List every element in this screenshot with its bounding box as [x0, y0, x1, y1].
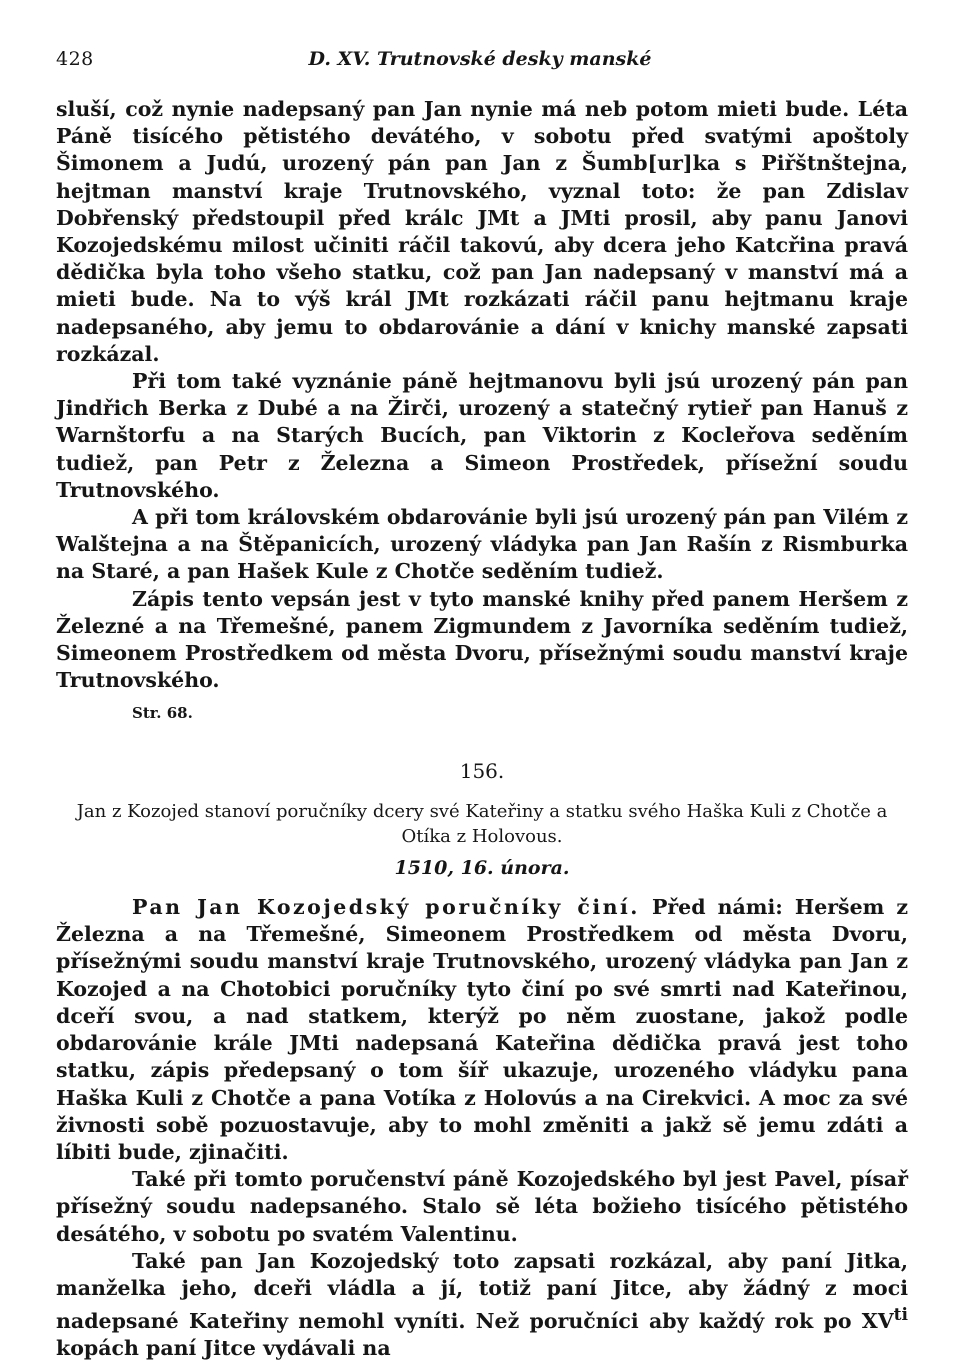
paragraph: sluší, což nynie nadepsaný pan Jan nynie má neb potom mieti bude. Léta Páně tisícého pětistého devátého, v sobotu před svatými apoštoly Šimonem a Judú, urozený pán pan Jan z Šumb[ur]ka s Piřštnštejna, hejtman manství kraje Trutnovského, vyznal toto: že pan Zdislav Dobřenský předstoupil před králc JMt a JMti prosil, aby panu Janovi Kozojedskému milost učiniti ráčil takovú, aby dcera jeho Katcřina pravá dědička byla toho všeho statku, což pan Jan nadepsaný v manství má a mieti bude. Na to výš král JMt rozkázati ráčil panu hejtmanu kraje nadepsaného, aby jemu to obdarovánie a dání v knichy manské zapsati rozkázal. — [56, 97, 908, 366]
paragraph-text: Také pan Jan Kozojedský toto zapsati rozkázal, aby paní Jitka, manželka jeho, dceři vládla a jí, totiž paní Jitce, aby žádný z moci nadepsané Kateřiny nemohl vyníti. Než poručníci aby každý rok po XV — [56, 1248, 908, 1333]
page-body — [56, 96, 908, 1362]
page-header — [56, 44, 904, 76]
paragraph: A při tom královském obdarovánie byli jsú urozený pán pan Vilém z Walštejna a na Štěpanicích, urozený vládyka pan Jan Rašín z Rismburka na Staré, a pan Hašek Kule z Chotče seděním tudiež. — [56, 505, 908, 584]
superscript: ti — [893, 1305, 908, 1326]
document-regest: Jan z Kozojed stanoví poručníky dcery své Kateřiny a statku svého Haška Kuli z Chotče a Otíka z Holovous. — [76, 800, 888, 847]
paragraph — [56, 1248, 908, 1362]
page-number: 428 — [56, 48, 94, 70]
document-number: 156. — [459, 758, 505, 783]
page-reference: Str. 68. — [132, 704, 193, 723]
paragraph — [56, 894, 908, 1166]
document-date: 1510, 16. února. — [394, 856, 570, 879]
paragraph-text: kopách paní Jitce vydávali na — [56, 1336, 391, 1361]
paragraph-text: Před námi: Heršem z Železna a na Třemešné, Simeonem Prostředkem od města Dvoru, přísežnými soudu manství kraje Trutnovského, urozený vládyka pan Jan z Kozojed a na Chotobici poručníky tyto činí po své smrti nad Kateřinou, dceří svou, a nad statkem, kterýž po něm zuostane, jakož podle obdarovánie krále JMti nadepsaná Kateřina dědička pravá jest toho statku, zápis předepsaný o tom šíř ukazuje, urozeného vládyku pana Haška Kuli z Chotče a pana Votíka z Holovús a na Cirekvici. A moc za své živnosti sobě pozuostavuje, aby to mohl změniti a jakž sě jemu zdáti a líbiti bude, zjinačiti. — [56, 895, 908, 1164]
opening-spaced-text: Pan Jan Kozojedský poručníky činí. — [132, 895, 640, 920]
paragraph: Zápis tento vepsán jest v tyto manské knihy před panem Heršem z Železné a na Třemešné, panem Zigmundem z Javorníka seděním tudiež, Simeonem Prostředkem od města Dvoru, přísežnými soudu manství kraje Trutnovského. — [56, 586, 908, 693]
running-title: D. XV. Trutnovské desky manské — [308, 48, 652, 70]
paragraph: Také při tomto poručenství páně Kozojedského byl jest Pavel, písař přísežný soudu nadepsaného. Stalo sě léta božieho tisícého pětistého desátého, v sobotu po svatém Valentinu. — [56, 1167, 908, 1246]
paragraph: Při tom také vyznánie páně hejtmanovu byli jsú urozený pán pan Jindřich Berka z Dubé a na Žirči, urozený a statečný rytieř pan Hanuš z Warnštorfu a na Starých Bucích, pan Viktorin z Kocleřova seděním tudiež, pan Petr z Železna a Simeon Prostředek, přísežní soudu Trutnovského. — [56, 369, 908, 502]
